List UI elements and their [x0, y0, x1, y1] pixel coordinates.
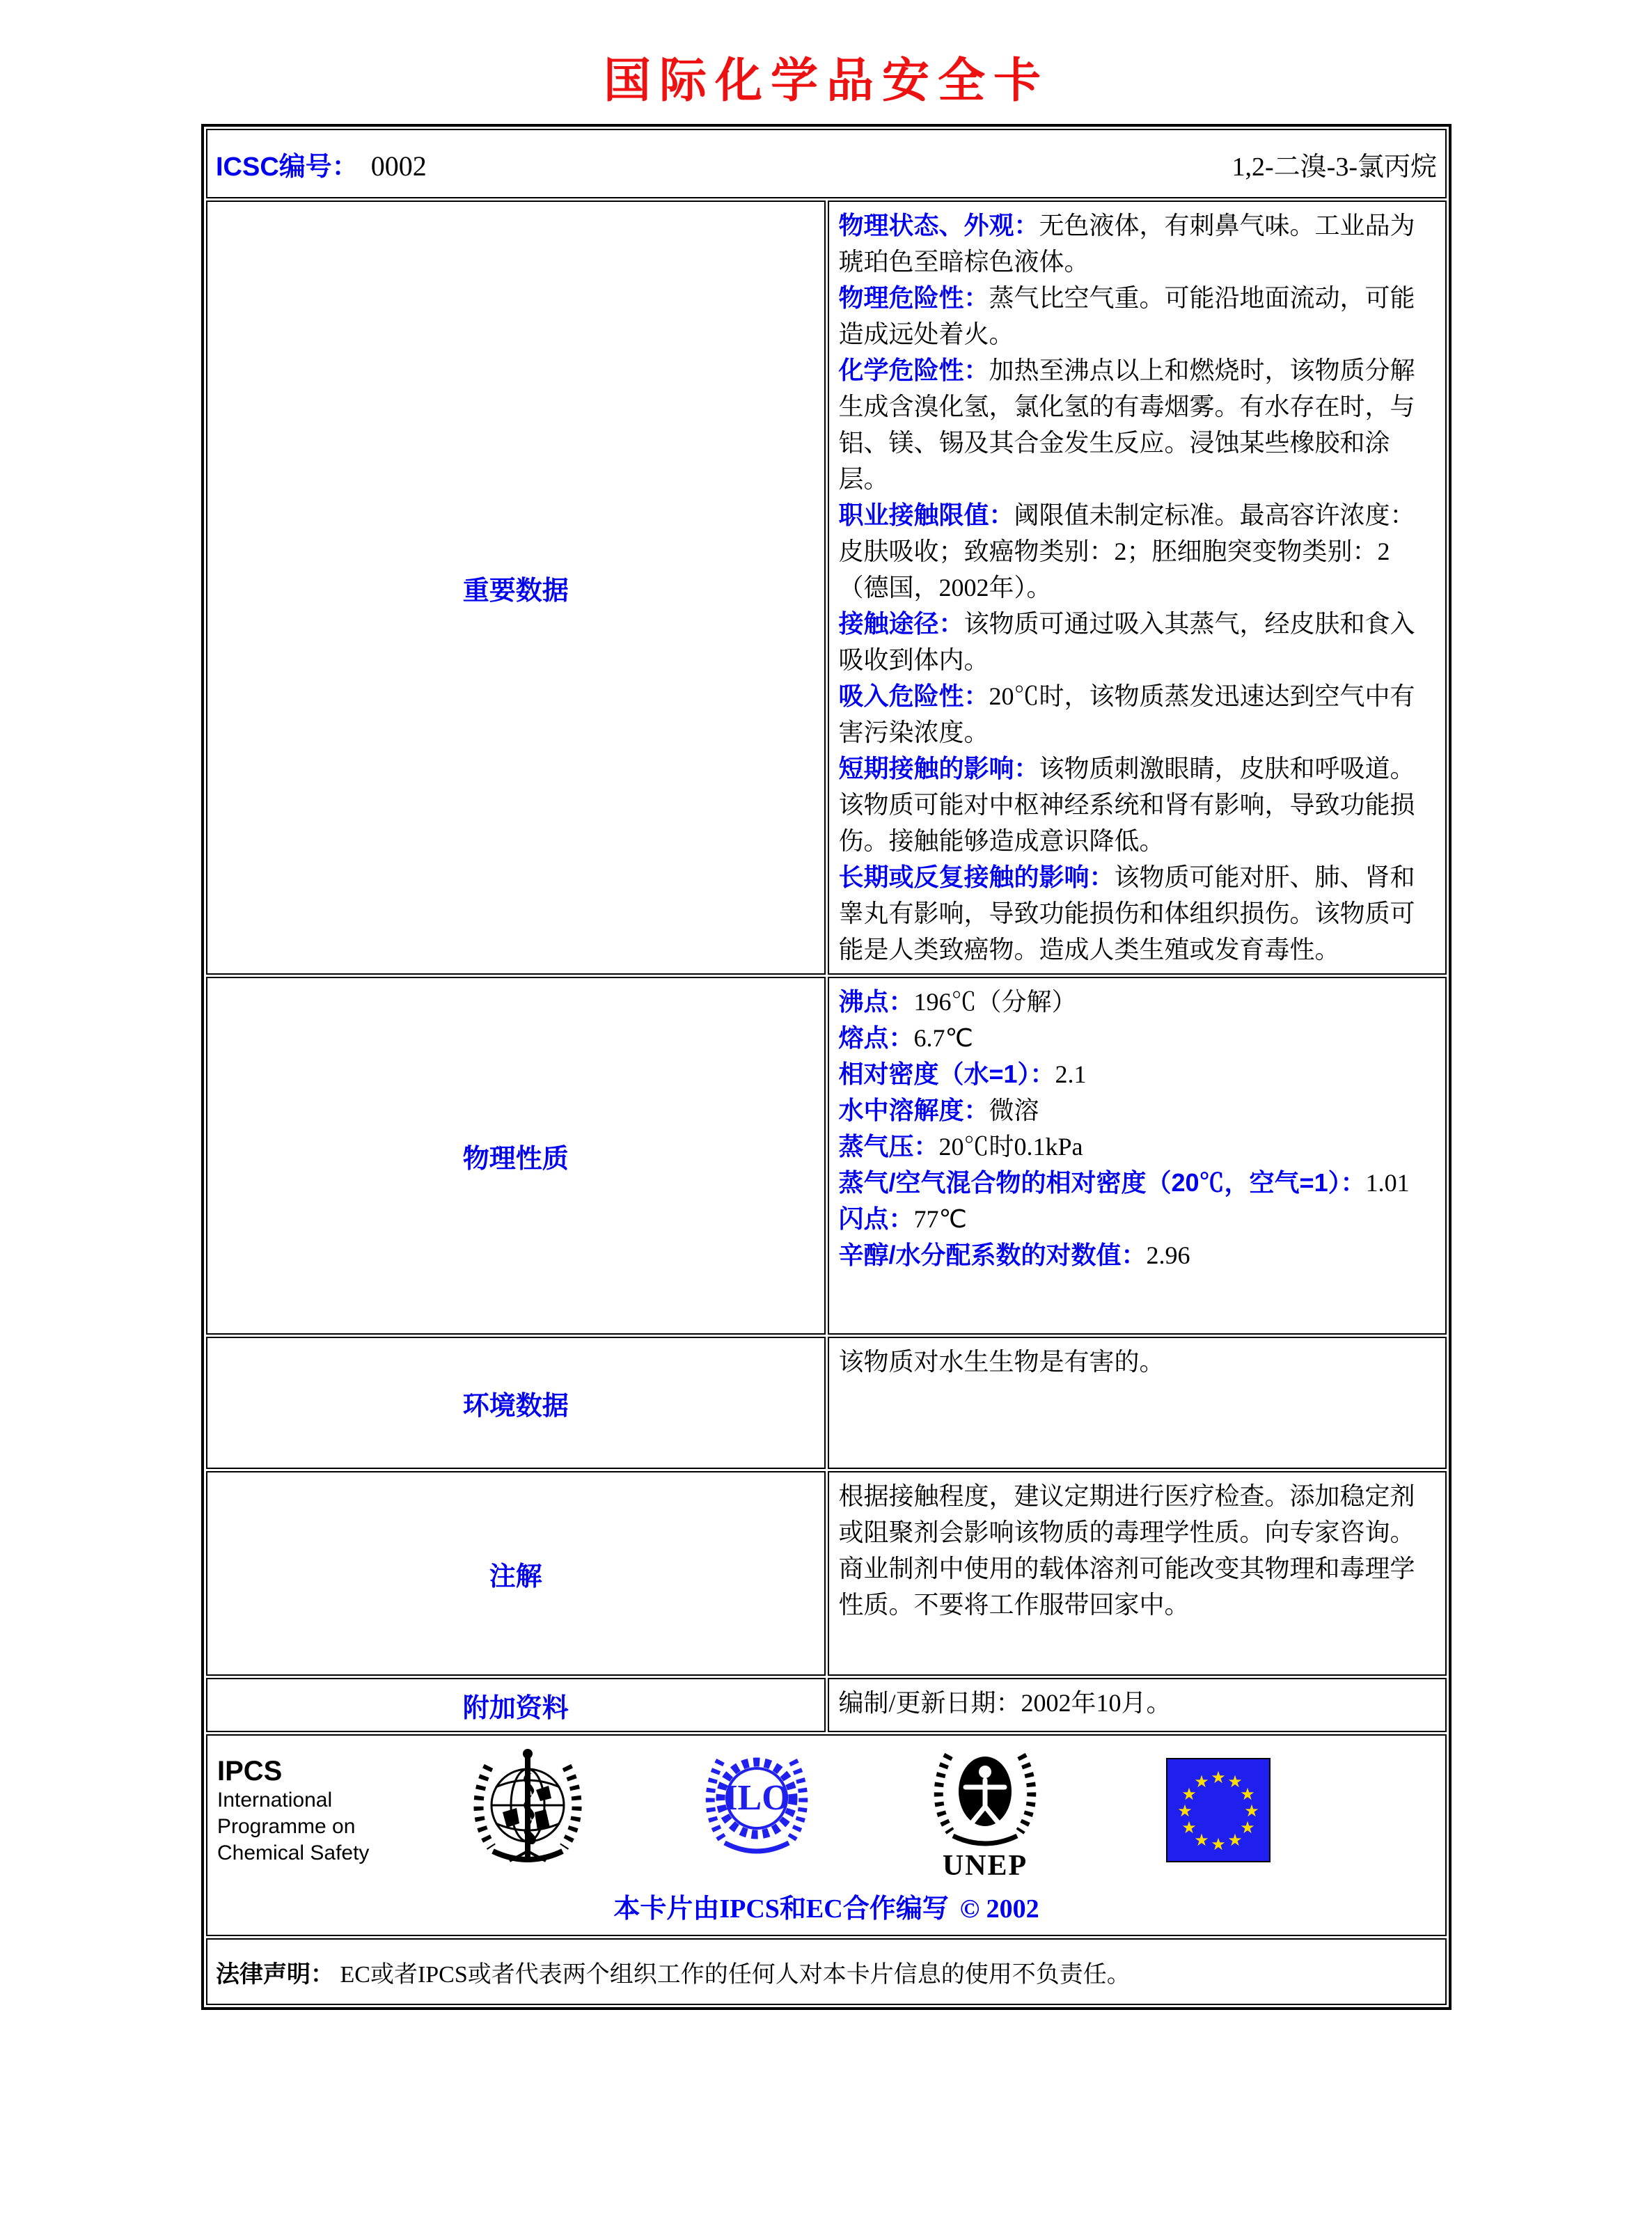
field-label: 职业接触限值： [838, 501, 1014, 529]
field-text: 77℃ [913, 1205, 967, 1233]
ipcs-text-block [217, 1743, 447, 1867]
svg-text:★: ★ [1177, 1801, 1193, 1821]
field-label: 辛醇/水分配系数的对数值： [838, 1241, 1147, 1269]
icsc-number-label: ICSC编号： [216, 152, 359, 182]
field-row [839, 1056, 1436, 1092]
field-text: 根据接触程度，建议定期进行医疗检查。添加稳定剂或阻聚剂会影响该物质的毒理学性质。向专家咨询。商业制剂中使用的载体溶剂可能改变其物理和毒理学性质。不要将工作服带回家中。 [838, 1482, 1415, 1619]
field-label: 物理状态、外观： [838, 211, 1039, 239]
ipcs-line-3: Chemical Safety [217, 1841, 370, 1864]
field-row [839, 984, 1436, 1020]
cooperation-caption-text: 本卡片由IPCS和EC合作编写 [613, 1894, 949, 1924]
icsc-number-value: 0002 [370, 150, 427, 182]
field-label: 相对密度（水=1）： [838, 1060, 1055, 1088]
ipcs-line-2: Programme on [217, 1815, 356, 1838]
field-text: 加热至沸点以上和燃烧时，该物质分解生成含溴化氢，氯化氢的有毒烟雾。有水存在时，与铝、镁、锡及其合金发生反应。浸蚀某些橡胶和涂层。 [838, 356, 1415, 493]
field-text: 2.96 [1146, 1241, 1190, 1269]
field-text: 阈限值未制定标准。最高容许浓度：皮肤吸收；致癌物类别：2；胚细胞突变物类别：2（德国，2002年）。 [838, 501, 1415, 602]
section-label-additional-info: 附加资料 [462, 1693, 569, 1723]
svg-text:★: ★ [1211, 1768, 1226, 1787]
section-label-environmental-data: 环境数据 [462, 1391, 569, 1421]
field-row [839, 859, 1436, 968]
field-text: 2.1 [1055, 1060, 1087, 1088]
cooperation-caption [217, 1887, 1435, 1925]
section-row-physical-properties [206, 977, 1447, 1335]
section-content-additional-info [839, 1685, 1436, 1721]
field-row [839, 1165, 1436, 1201]
field-label: 接触途径： [838, 609, 964, 638]
icsc-number-group [216, 145, 427, 183]
field-row [839, 280, 1436, 352]
chemical-name: 1,2-二溴-3-氯丙烷 [1232, 152, 1437, 182]
icsc-card-table [201, 124, 1452, 2010]
field-label: 物理危险性： [838, 283, 989, 312]
field-text: 20℃时0.1kPa [938, 1133, 1083, 1161]
field-row [839, 352, 1436, 497]
field-text: 微溶 [989, 1097, 1039, 1124]
field-row [839, 1129, 1436, 1165]
svg-text:★: ★ [1240, 1818, 1255, 1837]
svg-text:★: ★ [1227, 1772, 1243, 1791]
section-label-notes: 注解 [489, 1562, 542, 1592]
section-row-environmental-data [206, 1337, 1447, 1469]
field-label: 长期或反复接触的影响： [838, 863, 1115, 891]
section-row-notes [206, 1471, 1447, 1676]
unep-wordmark: UNEP [942, 1850, 1028, 1882]
field-text: 20℃时，该物质蒸发迅速达到空气中有害污染浓度。 [838, 682, 1415, 746]
svg-text:★: ★ [1181, 1818, 1197, 1837]
field-text: 无色液体，有刺鼻气味。工业品为琥珀色至暗棕色液体。 [838, 212, 1415, 276]
section-row-additional-info [206, 1678, 1447, 1732]
field-row [839, 678, 1436, 751]
field-text: 编制/更新日期：2002年10月。 [838, 1689, 1172, 1717]
field-row [839, 1020, 1436, 1056]
legal-notice-label: 法律声明： [216, 1961, 334, 1988]
field-row [839, 1237, 1436, 1273]
ilo-logo [702, 1745, 811, 1867]
field-row [839, 497, 1436, 606]
ilo-letters: ILO [723, 1778, 790, 1818]
field-text: 6.7℃ [913, 1024, 973, 1052]
field-text: 该物质可能对肝、肺、肾和睾丸有影响，导致功能损伤和体组织损伤。该物质可能是人类致癌物。造成人类生殖或发育毒性。 [838, 863, 1415, 964]
svg-text:★: ★ [1194, 1772, 1209, 1791]
svg-text:★: ★ [1211, 1835, 1226, 1854]
ipcs-line-1: International [217, 1789, 333, 1812]
legal-row [206, 1938, 1447, 2005]
svg-text:★: ★ [1181, 1784, 1197, 1804]
page-title: 国际化学品安全卡 [603, 54, 1049, 107]
field-label: 熔点： [838, 1023, 914, 1052]
section-label-important-data: 重要数据 [462, 576, 569, 606]
section-content-physical-properties [839, 984, 1436, 1273]
field-row [839, 207, 1436, 280]
field-label: 蒸气压： [838, 1132, 939, 1161]
field-text: 该物质刺激眼睛，皮肤和呼吸道。该物质可能对中枢神经系统和肾有影响，导致功能损伤。接触能够造成意识降低。 [838, 755, 1415, 855]
svg-text:★: ★ [1244, 1801, 1259, 1821]
field-label: 沸点： [838, 987, 914, 1016]
field-row [839, 606, 1436, 678]
field-label: 短期接触的影响： [838, 754, 1039, 783]
legal-notice-text: EC或者IPCS或者代表两个组织工作的任何人对本卡片信息的使用不负责任。 [340, 1961, 1131, 1988]
field-row [839, 1685, 1436, 1721]
field-row [839, 1201, 1436, 1237]
ipcs-acronym: IPCS [217, 1756, 283, 1786]
svg-text:★: ★ [1227, 1830, 1243, 1850]
field-label: 化学危险性： [838, 356, 989, 384]
section-content-notes [839, 1478, 1436, 1623]
field-text: 该物质对水生生物是有害的。 [838, 1348, 1165, 1376]
field-text: 蒸气比空气重。可能沿地面流动，可能造成远处着火。 [838, 284, 1415, 348]
field-row [839, 1092, 1436, 1129]
svg-text:★: ★ [1194, 1830, 1209, 1850]
unep-logo [929, 1745, 1041, 1880]
section-content-important-data [839, 207, 1436, 968]
field-label: 水中溶解度： [838, 1096, 989, 1124]
field-row [839, 1344, 1436, 1380]
svg-text:★: ★ [1240, 1784, 1255, 1804]
field-text: 1.01 [1365, 1169, 1410, 1197]
header-row [206, 129, 1447, 198]
eu-flag [1166, 1758, 1271, 1866]
field-row [839, 1478, 1436, 1623]
field-label: 蒸气/空气混合物的相对密度（20℃，空气=1）： [838, 1168, 1366, 1197]
copyright-text: © 2002 [959, 1894, 1039, 1924]
section-row-important-data [206, 201, 1447, 975]
field-label: 闪点： [838, 1204, 914, 1233]
section-label-physical-properties: 物理性质 [462, 1144, 569, 1174]
field-text: 196℃（分解） [913, 988, 1077, 1016]
field-row [839, 751, 1436, 859]
field-text: 该物质可通过吸入其蒸气，经皮肤和食入吸收到体内。 [838, 610, 1415, 674]
who-logo [468, 1745, 588, 1883]
field-label: 吸入危险性： [838, 682, 989, 710]
section-content-environmental-data [839, 1344, 1436, 1380]
logos-row [206, 1734, 1447, 1936]
